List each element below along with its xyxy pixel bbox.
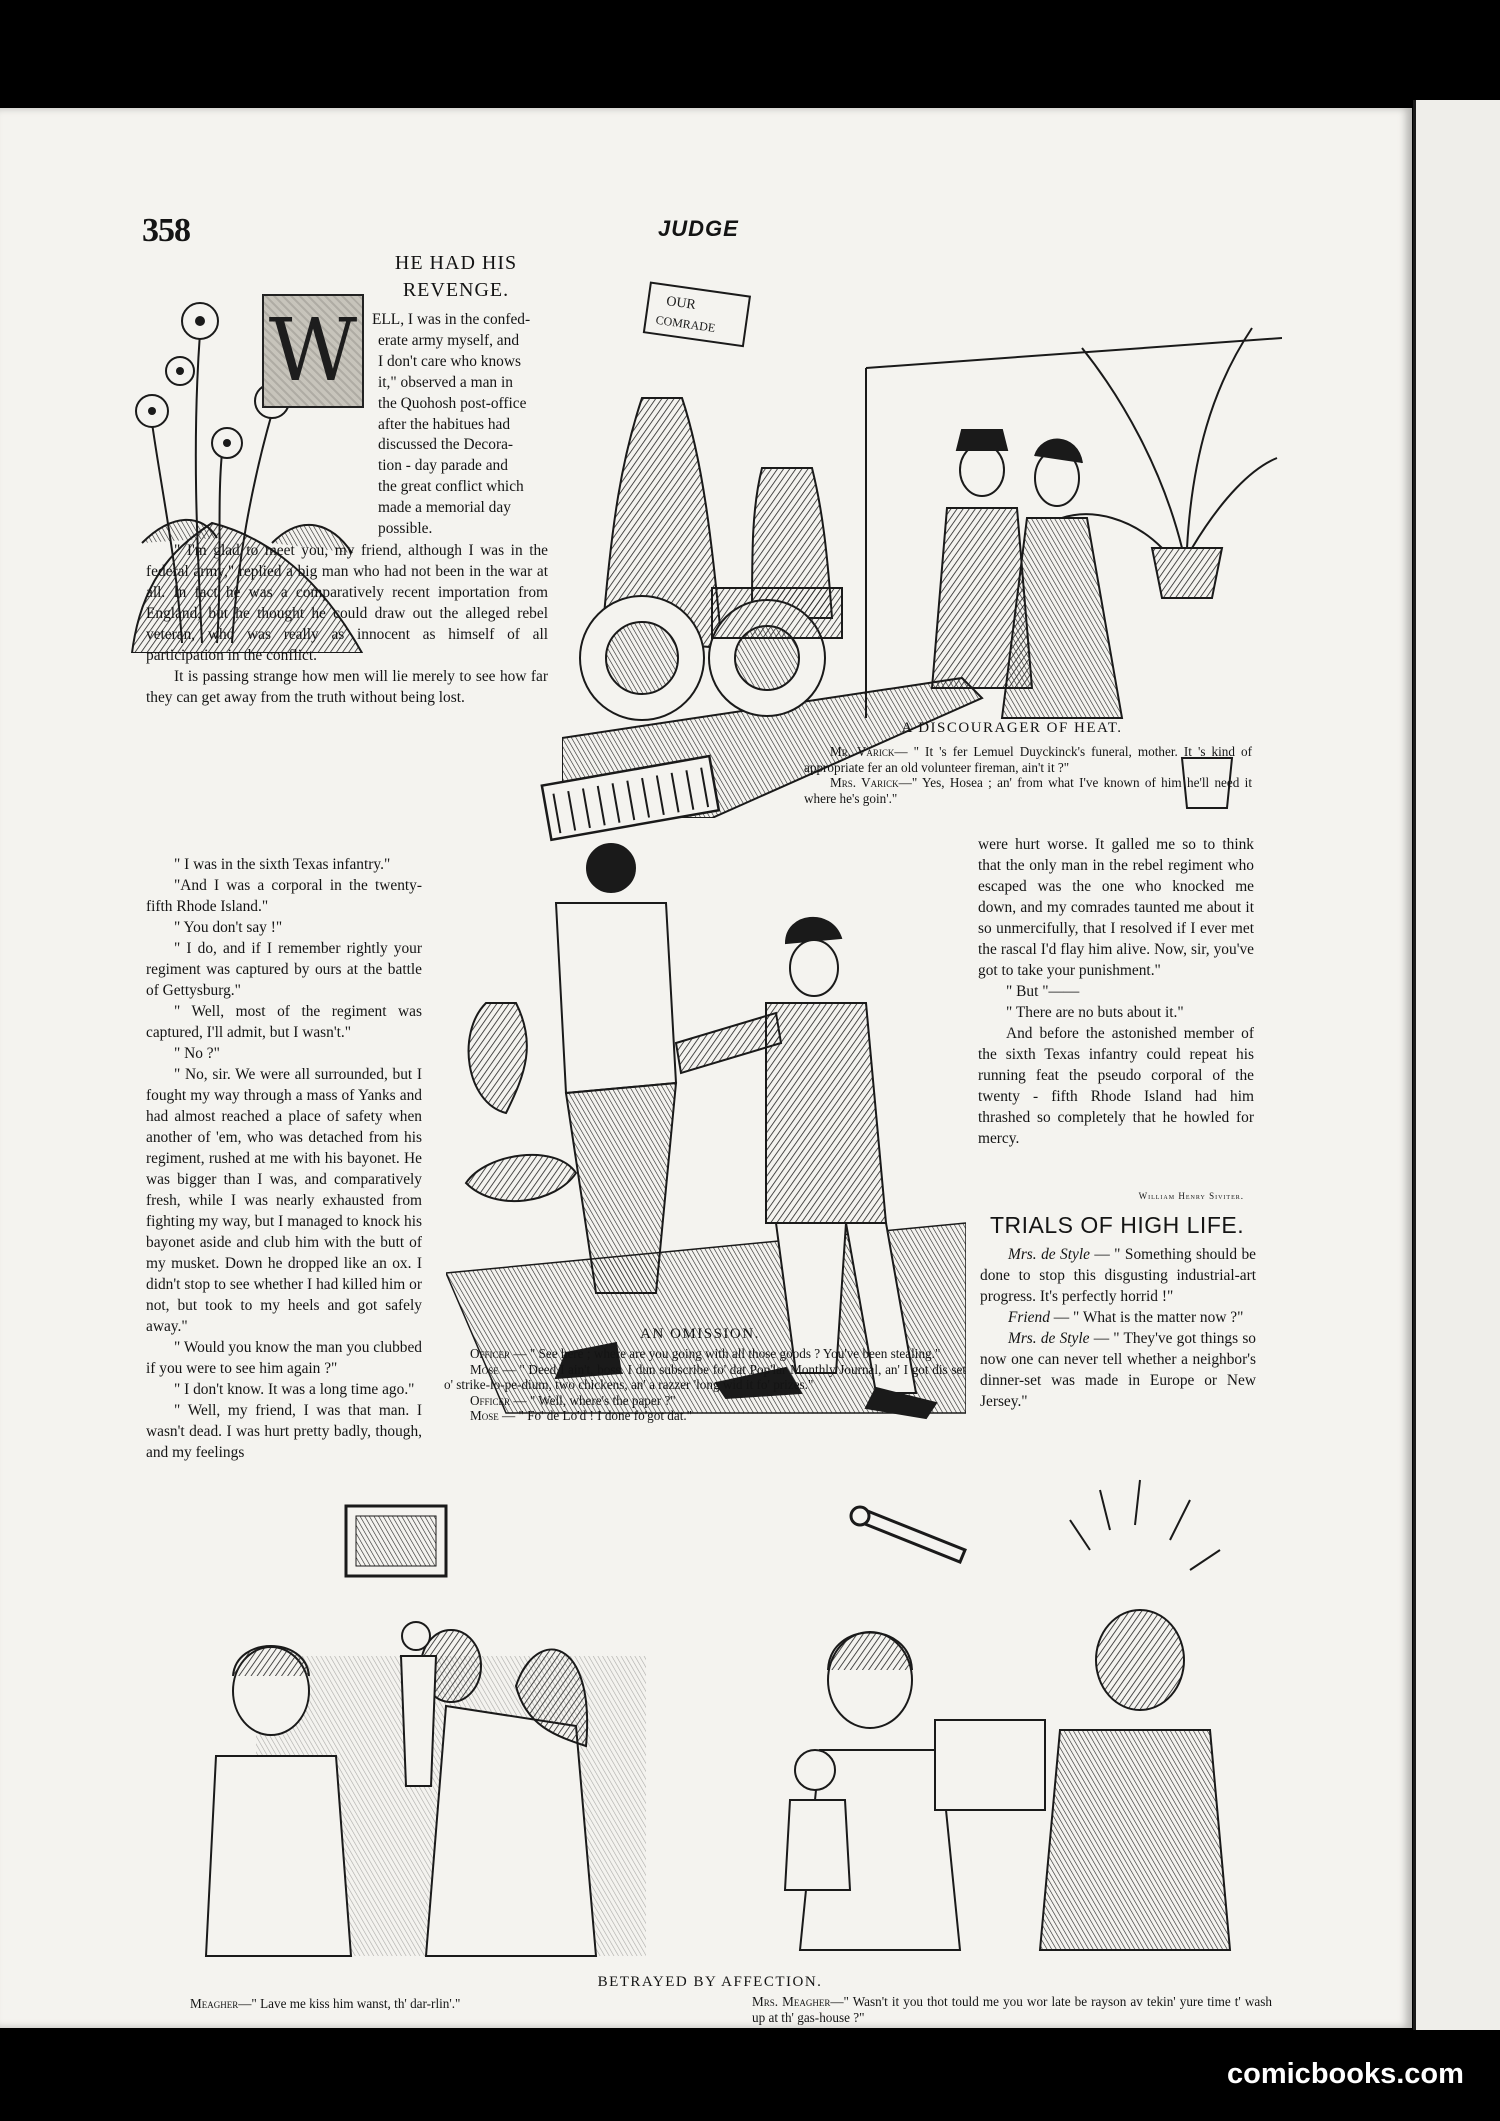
dialogue-line: — " It 's fer Lemuel Duyckinck's funeral, mother. It 's kind of appropriate fer an old volunteer fireman, ain't it ?" <box>804 744 1252 775</box>
story-paragraph: " No, sir. We were all surrounded, but I fought my way through a mass of Yanks and had almost reached a place of safety when another of 'em, who was detached from his regiment, rushed at me with his bayonet. He was bigger than I was, and comparatively fresh, while I was nearly exhausted from fighting my way, but I managed to knock his bayonet aside and club him with the butt of my musket. Down he dropped like an ox. I didn't stop to see whether I had killed him or not, but took to my heels and got safely away." <box>146 1066 422 1335</box>
speaker-name: Mose <box>470 1408 499 1423</box>
magazine-page <box>0 108 1412 2028</box>
speaker-name: Officer <box>470 1346 511 1361</box>
cartoon3-left-caption <box>190 1996 570 2012</box>
speaker-name: Friend <box>1008 1309 1050 1326</box>
story-body-narrow <box>146 854 422 1463</box>
page-number: 358 <box>142 212 190 249</box>
speaker-name: Officer <box>470 1392 511 1408</box>
story-paragraph: " Well, most of the regiment was captured, I'll admit, but I wasn't." <box>146 1003 422 1041</box>
cartoon3-title: BETRAYED BY AFFECTION. <box>597 1974 823 1990</box>
story2-body <box>980 1244 1256 1412</box>
masthead: JUDGE <box>658 216 739 241</box>
story-paragraph: " Would you know the man you clubbed if you were to see him again ?" <box>146 1339 422 1377</box>
betrayed-cartoon-right-panel <box>770 1470 1260 1970</box>
speaker-name: Mr. Varick <box>830 744 895 759</box>
story-paragraph: " I don't know. It was a long time ago." <box>174 1381 415 1398</box>
story-paragraph: " But "—— <box>1006 983 1080 1000</box>
intro-line: made a memorial day <box>378 499 511 517</box>
story2-title: TRIALS OF HIGH LIFE. <box>990 1212 1245 1238</box>
story-intro <box>372 310 548 540</box>
dialogue-line: — " Something should be done to stop this disgusting industrial-art progress. It's perfectly horrid !" <box>980 1246 1256 1305</box>
speaker-name: Mrs. de Style <box>1008 1330 1090 1347</box>
story-title-line2: REVENGE. <box>402 279 510 301</box>
dialogue-line: — " Well, where's the paper ?" <box>510 1392 676 1408</box>
story-paragraph: " I was in the sixth Texas infantry." <box>174 856 391 873</box>
sign-text-line2: COMRADE <box>654 312 717 336</box>
speaker-name: Mrs. Meagher <box>752 1994 831 2009</box>
dialogue-line: — " They've got things so now one can never tell whether a neighbor's dinner-set was made in Europe or New Jersey." <box>980 1330 1257 1410</box>
cartoon3-right-caption <box>752 1994 1272 2025</box>
speaker-name: Mose <box>470 1361 499 1377</box>
cartoon1-title: A DISCOURAGER OF HEAT. <box>901 720 1123 736</box>
watermark: comicbooks.com <box>1227 2058 1464 2090</box>
intro-line: I don't care who knows <box>378 352 521 370</box>
intro-line: erate army myself, and <box>378 331 520 349</box>
story-paragraph: " You don't say !" <box>174 919 283 936</box>
drop-cap-w: W <box>262 294 364 408</box>
facing-page-edge <box>1413 100 1500 2030</box>
story-paragraph: " No ?" <box>174 1045 220 1062</box>
betrayed-cartoon-left-panel <box>176 1486 656 1966</box>
intro-line: discussed the Decora- <box>378 436 514 454</box>
dialogue-line: —" Lave me kiss him wanst, th' dar-rlin'." <box>238 1996 461 2011</box>
story-body-wide <box>146 540 548 708</box>
intro-line: the Quohosh post-office <box>378 394 527 412</box>
story-paragraph: " There are no buts about it." <box>1006 1004 1184 1021</box>
dialogue-line: — " See here ; where are you going with all those goods ? You've been stealing." <box>510 1346 941 1361</box>
story-paragraph: " Well, my friend, I was that man. I wasn't dead. I was hurt pretty badly, though, and my feelings <box>146 1402 422 1461</box>
intro-line: after the habitues had <box>378 415 511 433</box>
dialogue-line: — " Deed I ain't, boss. I dun subscribe fo' dat Pop'lar Monthly Journal, an' I got dis set o' strike-lo-pe-dium, two chickens, an' a razzer 'long wid it fo' prizes." <box>444 1361 966 1392</box>
intro-line: ELL, I was in the confed- <box>372 311 531 328</box>
story-paragraph: " I'm glad to meet you, my friend, although I was in the federal army," replied a big man who had not been in the war at all. In fact he was a comparatively recent importation from England, but he thought he could draw out the alleged rebel veteran, who was really as innocent as himself of all participation in the conflict. <box>146 542 548 664</box>
cartoon2-title: AN OMISSION. <box>640 1326 760 1342</box>
story-paragraph: were hurt worse. It galled me so to think that the only man in the rebel regiment who escaped was the one who knocked me down, and my comrades taunted me about it so unmercifully, that I resolved if I ever met the rascal I'd flay him alive. Now, sir, you've got to take your punishment." <box>978 836 1254 979</box>
intro-line: possible. <box>378 520 433 538</box>
intro-line: it," observed a man in <box>378 373 513 391</box>
intro-line: the great conflict which <box>378 478 524 496</box>
cartoon2-dialogue <box>444 1346 966 1424</box>
speaker-name: Meagher <box>190 1996 239 2011</box>
story-continuation <box>978 834 1254 1149</box>
dialogue-line: — " Fo' de Lo'd ! I done fo'got dat." <box>498 1408 693 1423</box>
story-paragraph: " I do, and if I remember rightly your regiment was captured by ours at the battle of Gettysburg." <box>146 940 422 999</box>
speaker-name: Mrs. Varick <box>830 775 899 790</box>
sign-text-line1: OUR <box>665 294 697 314</box>
story-title <box>376 250 536 304</box>
story-paragraph: It is passing strange how men will lie merely to see how far they can get away from the truth without being lost. <box>146 668 548 706</box>
speaker-name: Mrs. de Style <box>1008 1246 1090 1263</box>
story-paragraph: "And I was a corporal in the twenty-fifth Rhode Island." <box>146 877 422 915</box>
dialogue-line: —" Wasn't it you thot tould me you wor late be rayson av tekin' yure time t' wash up at th' gas-house ?" <box>752 1994 1272 2025</box>
dialogue-line: — " What is the matter now ?" <box>1049 1309 1244 1326</box>
dialogue-line: —" Yes, Hosea ; an' from what I've known of him he'll need it where he's goin'." <box>804 775 1252 806</box>
story-title-line1: HE HAD HIS <box>394 252 518 274</box>
intro-line: tion - day parade and <box>378 457 508 475</box>
story-paragraph: And before the astonished member of the sixth Texas infantry could repeat his running feat the pseudo corporal of the twenty - fifth Rhode Island had him thrashed so completely that he howled for mercy. <box>978 1025 1254 1147</box>
byline: William Henry Siviter. <box>1138 1191 1244 1201</box>
